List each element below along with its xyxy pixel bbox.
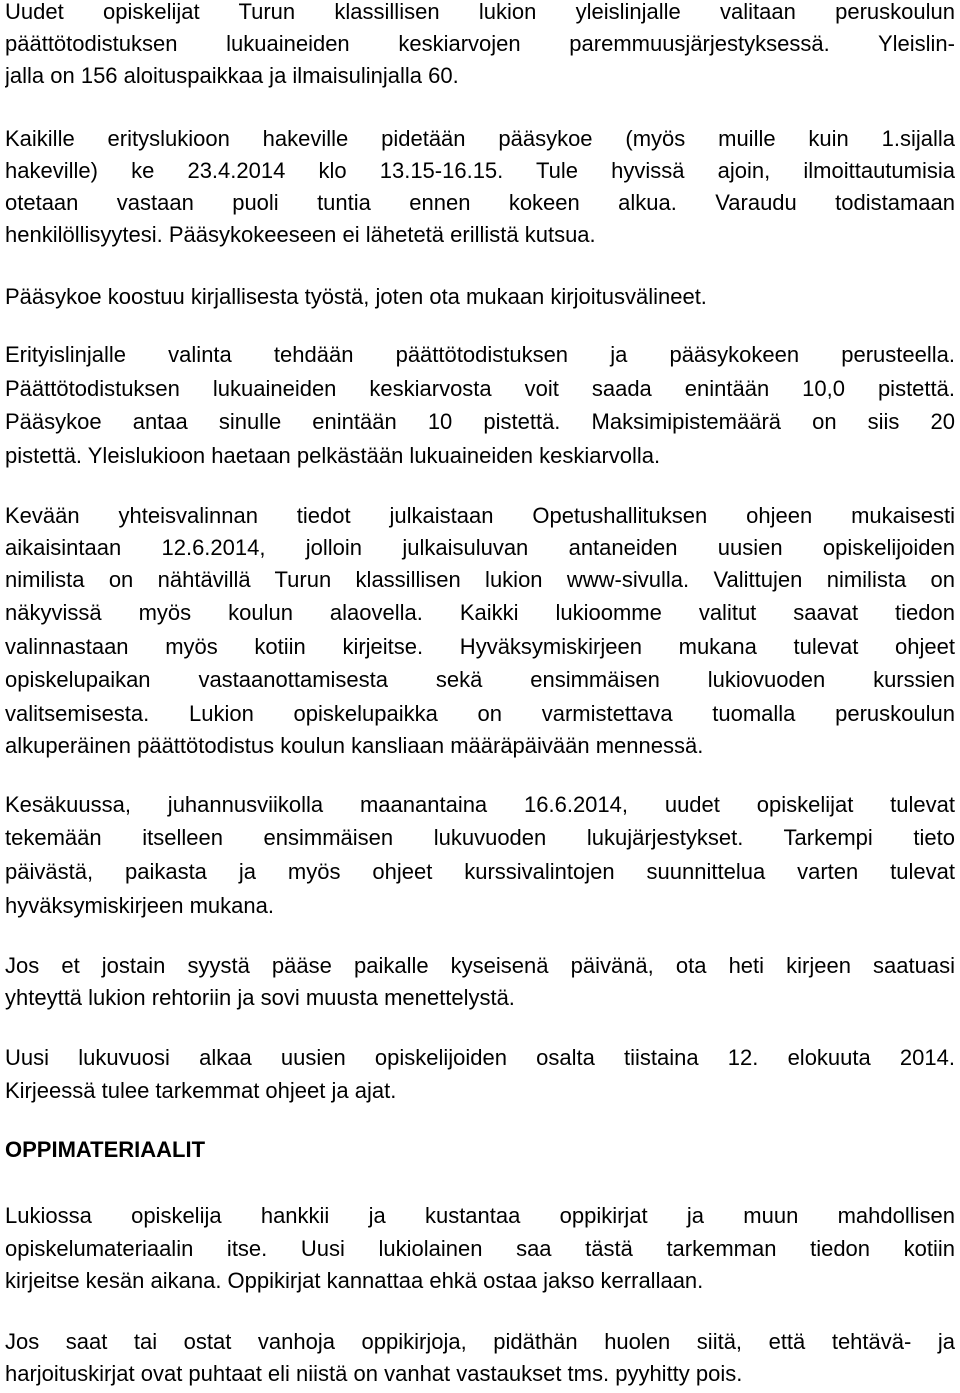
paragraph-7-line-2: yhteyttä lukion rehtoriin ja sovi muusta menettelystä.: [5, 985, 515, 1010]
paragraph-6-line-2: tekemään itselleen ensimmäisen lukuvuoden lukujärjestykset. Tarkempi tieto: [5, 825, 955, 850]
paragraph-2-line-1: Kaikille erityslukioon hakeville pidetään pääsykoe (myös muille kuin 1.sijalla: [5, 126, 955, 151]
paragraph-5-line-5: valinnastaan myös kotiin kirjeitse. Hyväksymiskirjeen mukana tulevat ohjeet: [5, 634, 955, 659]
paragraph-9-line-2: opiskelumateriaalin itse. Uusi lukiolainen saa tästä tarkemman tiedon kotiin: [5, 1236, 955, 1261]
paragraph-5-line-7: valitsemisesta. Lukion opiskelupaikka on varmistettava tuomalla peruskoulun: [5, 701, 955, 726]
paragraph-5-line-4: näkyvissä myös koulun alaovella. Kaikki lukioomme valitut saavat tiedon: [5, 600, 955, 625]
paragraph-1-line-2: päättötodistuksen lukuaineiden keskiarvojen paremmuusjärjestyksessä. Yleislin-: [5, 31, 955, 56]
paragraph-4-line-1: Erityislinjalle valinta tehdään päättötodistuksen ja pääsykokeen perusteella.: [5, 342, 955, 367]
paragraph-8-line-2: Kirjeessä tulee tarkemmat ohjeet ja ajat.: [5, 1078, 397, 1103]
paragraph-1-line-3: jalla on 156 aloituspaikkaa ja ilmaisulinjalla 60.: [5, 63, 459, 88]
paragraph-2-line-2: hakeville) ke 23.4.2014 klo 13.15-16.15. Tule hyvissä ajoin, ilmoittautumisia: [5, 158, 955, 183]
paragraph-3-line-1: Pääsykoe koostuu kirjallisesta työstä, joten ota mukaan kirjoitusvälineet.: [5, 284, 707, 309]
paragraph-5-line-3: nimilista on nähtävillä Turun klassillisen lukion www-sivulla. Valittujen nimilista on: [5, 567, 955, 592]
paragraph-8-line-1: Uusi lukuvuosi alkaa uusien opiskelijoiden osalta tiistaina 12. elokuuta 2014.: [5, 1045, 955, 1070]
paragraph-4-line-4: pistettä. Yleislukioon haetaan pelkästään lukuaineiden keskiarvolla.: [5, 443, 661, 468]
section-heading: OPPIMATERIAALIT: [5, 1137, 206, 1162]
paragraph-10-line-2: harjoituskirjat ovat puhtaat eli niistä on vanhat vastaukset tms. pyyhitty pois.: [5, 1361, 743, 1386]
paragraph-7-line-1: Jos et jostain syystä pääse paikalle kyseisenä päivänä, ota heti kirjeen saatuasi: [5, 953, 955, 978]
paragraph-6-line-4: hyväksymiskirjeen mukana.: [5, 893, 274, 918]
paragraph-1-line-1: Uudet opiskelijat Turun klassillisen lukion yleislinjalle valitaan peruskoulun: [5, 0, 955, 24]
paragraph-9-line-3: kirjeitse kesän aikana. Oppikirjat kannattaa ehkä ostaa jakso kerrallaan.: [5, 1268, 704, 1293]
paragraph-9-line-1: Lukiossa opiskelija hankkii ja kustantaa oppikirjat ja muun mahdollisen: [5, 1203, 955, 1228]
paragraph-5-line-2: aikaisintaan 12.6.2014, jolloin julkaisuluvan antaneiden uusien opiskelijoiden: [5, 535, 955, 560]
paragraph-2-line-4: henkilöllisyytesi. Pääsykokeeseen ei lähetetä erillistä kutsua.: [5, 222, 596, 247]
paragraph-5-line-6: opiskelupaikan vastaanottamisesta sekä ensimmäisen lukiovuoden kurssien: [5, 667, 955, 692]
paragraph-6-line-1: Kesäkuussa, juhannusviikolla maanantaina 16.6.2014, uudet opiskelijat tulevat: [5, 792, 955, 817]
paragraph-2-line-3: otetaan vastaan puoli tuntia ennen kokeen alkua. Varaudu todistamaan: [5, 190, 955, 215]
paragraph-4-line-2: Päättötodistuksen lukuaineiden keskiarvosta voit saada enintään 10,0 pistettä.: [5, 376, 955, 401]
paragraph-5-line-8: alkuperäinen päättötodistus koulun kansliaan määräpäivään mennessä.: [5, 733, 704, 758]
paragraph-10-line-1: Jos saat tai ostat vanhoja oppikirjoja, pidäthän huolen siitä, että tehtävä- ja: [5, 1329, 955, 1354]
paragraph-4-line-3: Pääsykoe antaa sinulle enintään 10 pistettä. Maksimipistemäärä on siis 20: [5, 409, 955, 434]
paragraph-6-line-3: päivästä, paikasta ja myös ohjeet kurssivalintojen suunnittelua varten tulevat: [5, 859, 955, 884]
paragraph-5-line-1: Kevään yhteisvalinnan tiedot julkaistaan Opetushallituksen ohjeen mukaisesti: [5, 503, 955, 528]
